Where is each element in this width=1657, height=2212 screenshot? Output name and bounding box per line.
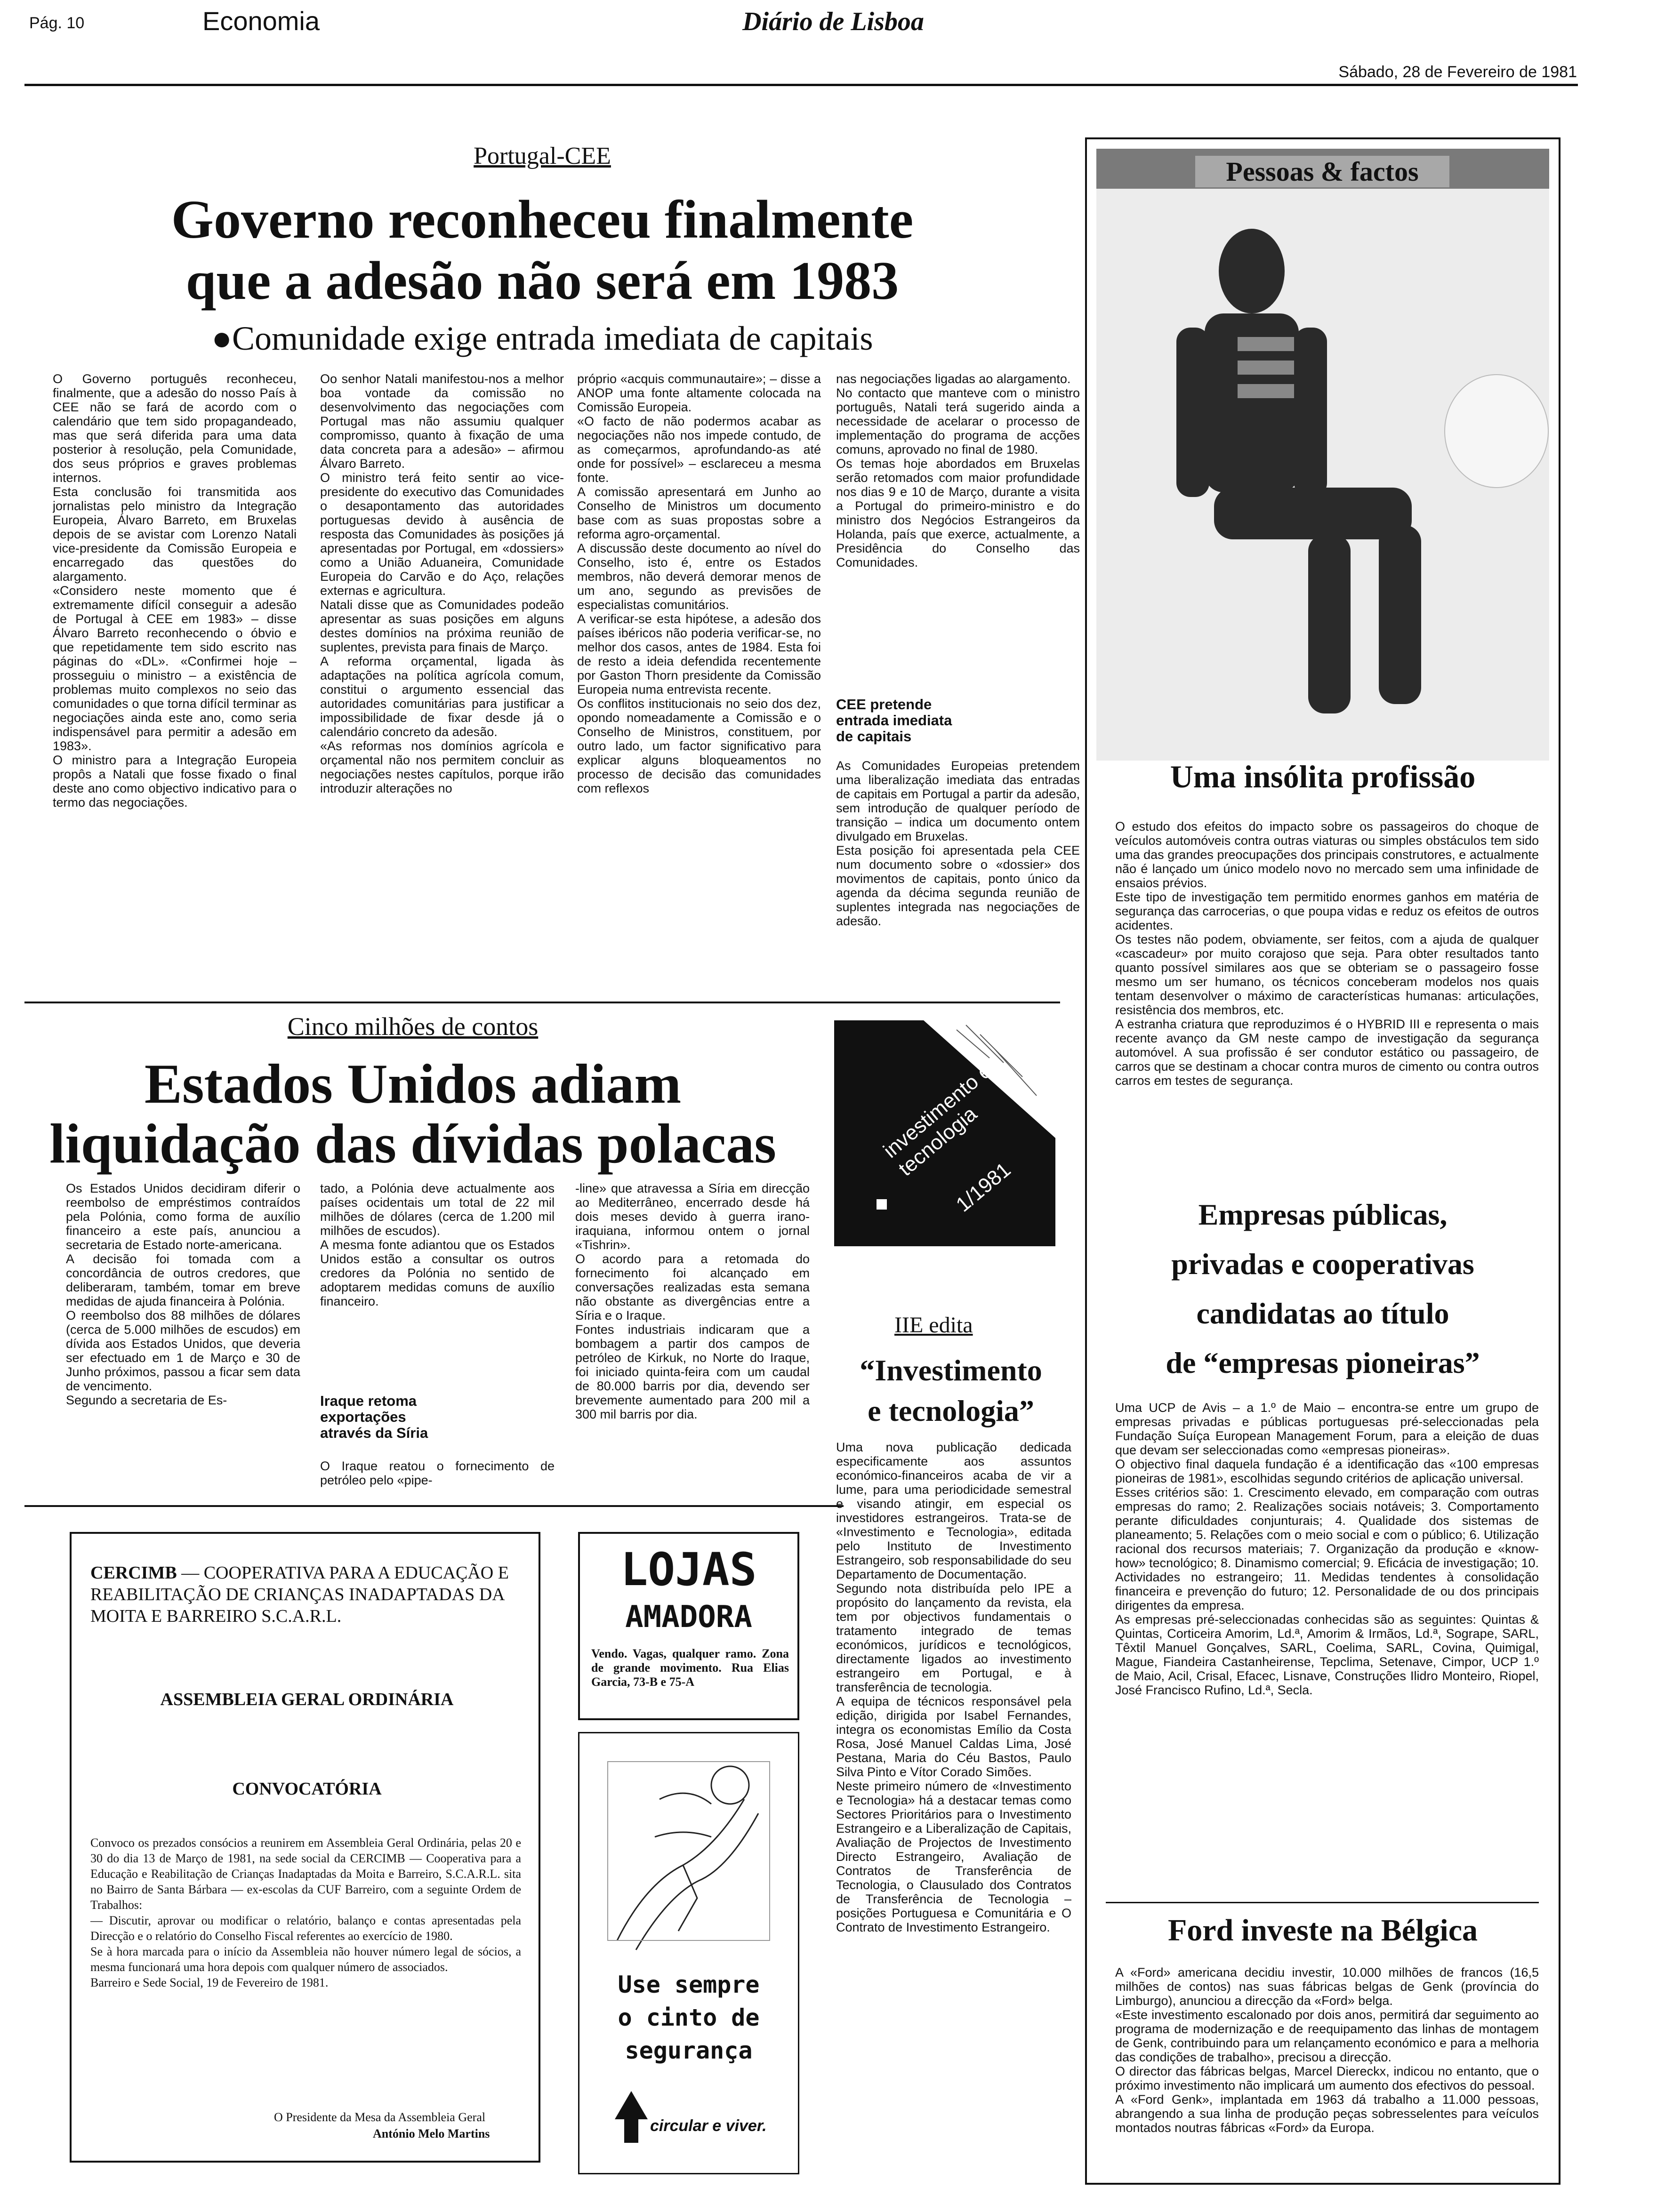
article2-col3: -line» que atravessa a Síria em direcção ao Mediterrâneo, encerrado desde há dois meses devido à guerra irano-iraquiana, informou ontem o jornal «Tishrin». O acordo para a retomada do fornecimento foi alcançado em conversações realizadas esta semana não obstante as divergências entre a Síria e o Iraque. Fontes industriais indicaram que a bombagem a partir dos campos de petróleo de Kirkuk, no Norte do Iraque, foi iniciado quinta-feira com um caudal de 80.000 barris por dia, devendo ser brevemente aumentado para 200 mil a 300 mil barris por dia.: [575, 1181, 810, 1421]
sidebar: [1085, 137, 1560, 2185]
sidebar-divider: [1106, 1902, 1539, 1903]
issue-date: Sábado, 28 de Fevereiro de 1981: [1338, 63, 1577, 81]
article1-col4b: As Comunidades Europeias pretendem uma liberalização imediata das entradas de capitais em Portugal a partir da adesão, sem introdução de qualquer período de transição – indica um documento ontem divulgado em Bruxelas. Esta posição foi apresentada pela CEE num documento sobre o «dossier» dos movimentos de capitais, ponto único da agenda da décima segunda reunião de suplentes integrada nas negociações de adesão.: [836, 759, 1080, 928]
article3-headline-line2: e tecnologia”: [868, 1394, 1034, 1427]
seatbelt-illustration: [589, 1743, 788, 1959]
article3-headline-line1: “Investimento: [860, 1354, 1042, 1387]
story3-title: Ford investe na Bélgica: [1167, 1913, 1478, 1948]
article2-col2b: O Iraque reatou o fornecimento de petróleo pelo «pipe-: [320, 1459, 555, 1487]
article1-deck-text: Comunidade exige entrada imediata de capitais: [232, 320, 873, 357]
cercimb-signoff-title: O Presidente da Mesa da Assembleia Geral: [274, 2110, 486, 2124]
article1-col1: O Governo português reconheceu, finalmente, que a adesão do nosso País à CEE não se fará de acordo com o calendário que tem sido propagandeado, mas que será diferida para uma data posterior à resolução, pela Comunidade, dos seus próprios e graves problemas internos. Esta conclusão foi transmitida aos jornalistas pelo ministro da Integração Europeia, Álvaro Barreto, em Bruxelas depois de se avistar com Lorenzo Natali vice-presidente da Comissão Europeia e encarregado das questões do alargamento. «Considero neste momento que é extremamente difícil conseguir a adesão de Portugal à CEE em 1983» – disse Álvaro Barreto reconhecendo o óbvio e que repetidamente tem sido escrito nas páginas do «DL». «Confirmei hoje – prosseguiu o ministro – a existência de problemas muito complexos no seio das comunidades o que torna difícil terminar as negociações ainda este ano, como seria indispensável para permitir a adesão em 1983». O ministro para a Integração Europeia propôs a Natali que fosse fixado o final deste ano como objectivo indicativo para o termo das negociações.: [53, 372, 297, 809]
article1-subhead: CEE pretende entrada imediata de capitais: [836, 697, 952, 745]
seatbelt-line2: o cinto de: [618, 2004, 760, 2031]
cercimb-header: [90, 1562, 523, 1627]
story1-body: O estudo dos efeitos do impacto sobre os passageiros do choque de veículos automóveis contra outras viaturas ou simples obstáculos tem sido uma das grandes preocupações dos principais construtores, e actualmente não é lançado um único modelo novo no mercado sem uma infinidade de ensaios prévios. Este tipo de investigação tem permitido enormes ganhos em matéria de segurança das carrocerias, o que poupa vidas e reduz os efeitos de outros acidentes. Os testes não podem, obviamente, ser feitos, com a ajuda de qualquer «cascadeur» por muito corajoso que seja. Para obter resultados tanto quanto possível similares aos que se obteriam se o passageiro fosse mesmo um ser humano, os técnicos conceberam modelos nos quais tentam desenvolver o máximo de características humanas: articulações, resistência dos membros, etc. A estranha criatura que reproduzimos é o HYBRID III e representa o mais recente avanço da GM neste campo de investigação da segurança automóvel. A sua profissão é ser condutor estático ou passageiro, de carros que se destinam a chocar contra muros de cimento ou contra outros carros em testes de segurança.: [1115, 819, 1539, 1088]
article2-bottom-rule: [24, 1505, 844, 1507]
lojas-body: Vendo. Vagas, qualquer ramo. Zona de grande movimento. Rua Elias Garcia, 73-B e 75-A: [591, 1647, 789, 1689]
newspaper-name: Diário de Lisboa: [742, 7, 924, 36]
story2-title-line4: de “empresas pioneiras”: [1166, 1346, 1480, 1379]
cercimb-ad: [70, 1532, 540, 2163]
seatbelt-line1: Use sempre: [618, 1971, 760, 1998]
story2-body: Uma UCP de Avis – a 1.º de Maio – encontra-se entre um grupo de empresas privadas e públicas portuguesas pré-seleccionadas pela Fundação Suíça European Management Forum, para a eleição de duas que devam ser seleccionadas como «empresas pioneiras». O objectivo final daquela fundação é a identificação das «100 empresas pioneiras de 1981», escolhidas segundo critérios de aplicação universal. Esses critérios são: 1. Crescimento elevado, em comparação com outras empresas do ramo; 2. Realizações sociais notáveis; 3. Comportamento perante dificuldades conjunturais; 4. Qualidade dos sistemas de planeamento; 5. Relações com o meio social e com o público; 6. Utilização racional dos recursos materiais; 7. Organização da produção e «know-how» tecnológico; 8. Dinamismo comercial; 9. Eficácia de investigação; 10. Actividades no estrangeiro; 11. Medidas tendentes à consolidação financeira e prevenção do futuro; 12. Personalidade de ou dos principais dirigentes da empresa. As empresas pré-seleccionadas conhecidas são as seguintes: Quintas & Quintas, Corticeira Amorim, Ld.ª, Amorim & Irmãos, Ld.ª, Sogrape, SARL, Têxtil Manuel Gonçalves, SARL, Coelima, SARL, Covina, Quimigal, Mague, Fiandeira Castanheirense, Tepclima, Setenave, Cimpor, UCP 1.º de Maio, Acil, Crisal, Efacec, Lisnave, Construções Ilidro Monteiro, Riopel, José Francisco Rufino, Ld.ª, Secla.: [1115, 1401, 1539, 1697]
article1-headline-line2: que a adesão não será em 1983: [185, 251, 899, 311]
cercimb-assembly: ASSEMBLEIA GERAL ORDINÁRIA: [160, 1690, 454, 1709]
cercimb-org-name: CERCIMB: [90, 1563, 177, 1583]
sidebar-banner: Pessoas & factos: [1195, 156, 1449, 187]
cercimb-body: Convoco os prezados consócios a reunirem em Assembleia Geral Ordinária, pelas 20 e 30 do dia 13 de Março de 1981, na sede social da CERCIMB — Cooperativa para a Educação e Reabilitação de Crianças Inadaptadas da Moita e Barreiro, S.C.A.R.L. sita no Bairro de Santa Bárbara — ex-escolas da CUF Barreiro, com a seguinte Ordem de Trabalhos: — Discutir, aprovar ou modificar o relatório, balanço e contas apresentadas pela Direcção e o relatório do Conselho Fiscal referentes ao exercício de 1980. Se à hora marcada para o início da Assembleia não houver número legal de sócios, a mesma funcionará uma hora depois com qualquer número de associados. Barreiro e Sede Social, 19 de Fevereiro de 1981.: [90, 1836, 521, 1989]
story3-body: A «Ford» americana decidiu investir, 10.000 milhões de francos (16,5 milhões de contos) nas suas fábricas belgas de Genk (província do Limburgo), anunciou a direcção da «Ford» belga. «Este investimento escalonado por dois anos, permitirá dar seguimento ao programa de modernização e de reequipamento das linhas de montagem de Genk, contribuindo para um relançamento económico e para a melhoria das condições de trabalho», precisou a direcção. O director das fábricas belgas, Marcel Diereckx, indicou no entanto, que o próximo investimento não implicará um aumento dos efectivos do pessoal. A «Ford Genk», implantada em 1963 dá trabalho a 11.000 pessoas, abrangendo a sua linha de produção peças sobresselentes para veículos montados noutras fábricas «Ford» da Europa.: [1115, 1965, 1539, 2135]
circular-viver-logo-icon: [615, 2091, 648, 2143]
article1-col2: Oo senhor Natali manifestou-nos a melhor boa vontade da comissão no desenvolvimento das negociações com Portugal mas não assumiu qualquer compromisso, quanto à fixação de uma data concreta para a adesão» – afirmou Álvaro Barreto. O ministro terá feito sentir ao vice-presidente do executivo das Comunidades o desapontamento das autoridades portuguesas devido à ausência de resposta das Comunidades às posições já apresentadas por Portugal, em «dossiers» como a União Aduaneira, Comunidade Europeia do Carvão e do Aço, relações externas e agricultura. Natali disse que as Comunidades podeão apresentar as suas posições em alguns destes domínios na próxima reunião de suplentes, prevista para finais de Março. A reforma orçamental, ligada às adaptações na política agrícola comum, constitui o argumento essencial das autoridades comunitárias para justificar a impossibilidade de fixar desde já o calendário concreto da adesão. «As reformas nos domínios agrícola e orçamental não nos permitem concluir as negociações nestes capítulos, porque irão introduzir alterações no: [320, 372, 564, 795]
page-number: Pág. 10: [29, 14, 85, 32]
masthead-rule: [24, 84, 1578, 86]
lojas-title: LOJAS: [620, 1543, 757, 1596]
article2-col1: Os Estados Unidos decidiram diferir o reembolso de empréstimos contraídos pela Polónia, como forma de auxílio financeiro a este país, anunciou a secretaria de Estado norte-americana. A decisão foi tomada com a concordância de outros credores, que deliberaram, também, tomar em breve medidas de ajuda financeira à Polónia. O reembolso dos 88 milhões de dólares (cerca de 5.000 milhões de escudos) em dívida aos Estados Unidos, que deveria ser efectuado em 1 de Março e 30 de Junho próximos, passou a ficar sem data de vencimento. Segundo a secretaria de Es-: [66, 1181, 300, 1407]
article3-kicker: IIE edita: [894, 1313, 973, 1338]
article1-headline-line1: Governo reconheceu finalmente: [171, 190, 914, 250]
section-title: Economia: [202, 6, 320, 36]
story2-title-line3: candidatas ao título: [1196, 1297, 1449, 1330]
cover-issue: 1/1981: [951, 1158, 1015, 1217]
article1-col4a: nas negociações ligadas ao alargamento. No contacto que manteve com o ministro português, Natali terá sugerido ainda a necessidade de acelarar o processo de implementação do programa de acções comuns, aprovado no final de 1980. Os temas hoje abordados em Bruxelas serão retomados com maior profundidade nos dias 9 e 10 de Março, durante a visita a Portugal do primeiro-ministro e do ministro dos Negócios Estrangeiros da Holanda, país que exerce, actualmente, a Presidência do Conselho das Comunidades.: [836, 372, 1080, 569]
article2-kicker: Cinco milhões de contos: [287, 1012, 539, 1041]
cover-title: investimento e tecnologia: [879, 1059, 997, 1181]
article2-headline-line1: Estados Unidos adiam: [144, 1052, 682, 1115]
cercimb-org-desc: — COOPERATIVA PARA A EDUCAÇÃO E REABILITAÇÃO DE CRIANÇAS INADAPTADAS DA MOITA E BARREIRO S.C.A.R.L.: [90, 1563, 509, 1626]
article1-col3: próprio «acquis communautaire»; – disse a ANOP uma fonte altamente colocada na Comissão Europeia. «O facto de não podermos acabar as negociações não nos impede contudo, de as começarmos, aprofundando-as até onde for possível» – esclareceu a mesma fonte. A comissão apresentará em Junho ao Conselho de Ministros um documento base com as suas propostas sobre a reforma agro-orçamental. A discussão deste documento ao nível do Conselho, isto é, entre os Estados membros, não deverá demorar menos de um ano, segundo as previsões de especialistas comunitários. A verificar-se esta hipótese, a adesão dos países ibéricos não poderia verificar-se, no melhor dos casos, antes de 1984. Esta foi de resto a ideia defendida recentemente por Gaston Thorn presidente da Comissão Europeia numa entrevista recente. Os conflitos institucionais no seio dos dez, opondo nomeadamente a Comissão e o Conselho de Ministros, constituem, por outro lado, um factor significativo para explicar alguns bloqueamentos no processo de decisão das comunidades com reflexos: [577, 372, 821, 795]
article3-body: Uma nova publicação dedicada especificamente aos assuntos económico-financeiros acaba de vir a lume, para uma periodicidade semestral e visando atingir, em especial os investidores estrangeiros. Trata-se de «Investimento e Tecnologia», editada pelo Instituto de Investimento Estrangeiro, sob responsabilidade do seu Departamento de Documentação. Segundo nota distribuída pelo IPE a propósito do lançamento da revista, ela tem por objectivos fundamentais o tratamento integrado de temas económicos, jurídicos e tecnológicos, directamente ligados ao investimento estrangeiro em Portugal, e à transferência de tecnologia. A equipa de técnicos responsável pela edição, dirigida por Isabel Fernandes, integra os economistas Emílio da Costa Rosa, José Manuel Caldas Lima, José Pestana, Maria do Céu Bastos, Paulo Silva Pinto e Vítor Corado Simões. Neste primeiro número de «Investimento e Tecnologia» há a destacar temas como Sectores Prioritários para o Investimento Estrangeiro e a Liberalização de Capitais, Avaliação de Projectos de Investimento Directo Estrangeiro, Avaliação de Contratos de Transferência de Tecnologia, o Clausulado dos Contratos de Transferência de Tecnologia – posições Portuguesa e Comunitária e O Contrato de Investimento Estrangeiro.: [836, 1440, 1071, 1934]
story2-title-line1: Empresas públicas,: [1198, 1198, 1448, 1231]
article1-bottom-rule: [24, 1002, 1060, 1003]
bullet-icon: ●: [211, 320, 233, 357]
cercimb-signoff-name: António Melo Martins: [373, 2127, 490, 2140]
article2-col2a: tado, a Polónia deve actualmente aos países ocidentais um total de 22 mil milhões de dólares (cerca de 1.200 mil milhões de escudos). A mesma fonte adiantou que os Estados Unidos estão a consultar os outros credores da Polónia no sentido de adoptarem medidas comuns de auxílio financeiro.: [320, 1181, 555, 1308]
cercimb-notice: CONVOCATÓRIA: [232, 1779, 382, 1799]
seatbelt-ad: [578, 1732, 799, 2174]
article1-kicker: Portugal-CEE: [474, 143, 611, 169]
seatbelt-brand: circular e viver.: [650, 2117, 767, 2135]
story2-title-line2: privadas e cooperativas: [1171, 1247, 1474, 1281]
article1-deck: [24, 319, 1060, 358]
article2-headline-line2: liquidação das dívidas polacas: [49, 1112, 776, 1175]
magazine-cover-image: [834, 1020, 1055, 1246]
lojas-subtitle: AMADORA: [625, 1600, 752, 1635]
sidebar-photo: [1096, 149, 1549, 761]
article2-subhead: Iraque retoma exportações através da Síria: [320, 1393, 428, 1441]
story1-title: Uma insólita profissão: [1170, 759, 1476, 794]
lojas-ad: [578, 1532, 799, 1720]
seatbelt-line3: segurança: [625, 2037, 753, 2064]
